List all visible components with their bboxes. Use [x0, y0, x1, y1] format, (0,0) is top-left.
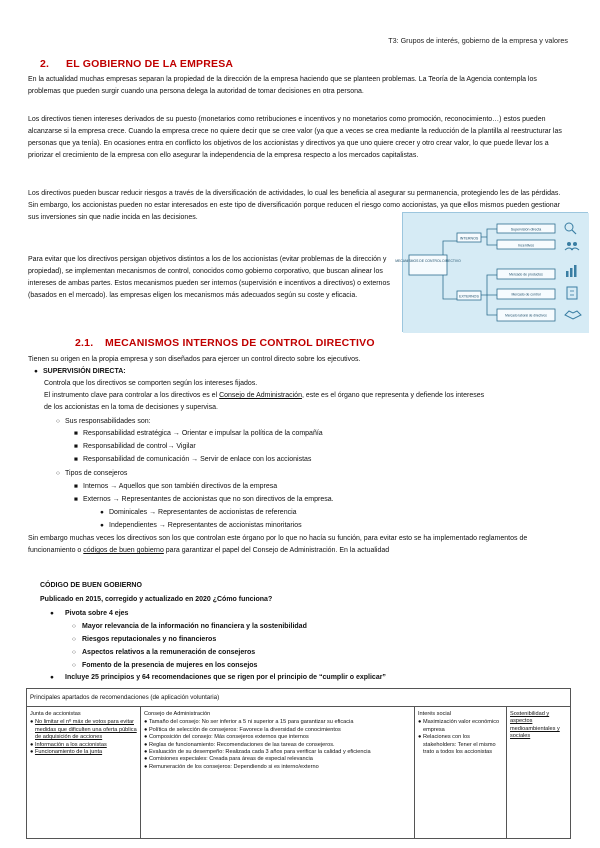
list-item — [72, 634, 216, 646]
table-item-text: Política de selección de consejeros: Favorece la diversidad de conocimientos — [148, 726, 341, 733]
responsabilities-title: Sus responsabilidades son: — [65, 418, 151, 425]
supervision-title: SUPERVISIÓN DIRECTA: — [43, 368, 126, 375]
table-item: ● Evaluación de su desempeño: Realizada cada 3 años para verificar la calidad y eficiencia — [144, 749, 371, 756]
running-header: T3: Grupos de interés, gobierno de la empresa y valores — [388, 36, 568, 45]
supervision-line-1: Controla que los directivos se comporten según los intereses fijados. — [44, 380, 258, 387]
tipos-title: Tipos de consejeros — [65, 470, 128, 477]
square-bullet-icon: ■ — [74, 456, 78, 463]
recommendations-table — [26, 688, 571, 839]
table-item-text: Relaciones con los stakeholders: Tener el mismo trato a todos los accionistas — [422, 734, 496, 756]
table-item: ● Composición del consejo: Más consejeros externos que internos — [144, 734, 309, 741]
table-column-sostenibilidad — [507, 707, 570, 838]
table-item: ● Comisiones especiales: Creada para áreas de especial relevancia — [144, 756, 313, 763]
subsection-number: 2.1. — [75, 337, 94, 349]
table-item-text: Funcionamiento de la junta — [34, 749, 103, 756]
column-title: Sostenibilidad y aspectos medioambientales y sociales — [510, 711, 560, 740]
table-column-consejo — [141, 707, 415, 838]
bullet-icon: ● — [34, 368, 38, 375]
diagram-ext-item-label: Mercado laboral de directivos — [505, 313, 547, 318]
list-item — [50, 608, 128, 620]
paragraph-buen-gobierno — [28, 533, 570, 557]
supervision-line-3: de los accionistas en la toma de decisiones y supervisa. — [44, 404, 218, 411]
square-bullet-icon: ■ — [74, 483, 78, 490]
table-item-text: Composición del consejo: Más consejeros externos que internos — [148, 734, 309, 741]
supervision-text: , este es el órgano que representa y defiende los intereses — [301, 392, 485, 399]
responsibility-item: Responsabilidad de control→ Vigilar — [83, 443, 196, 450]
column-title: Consejo de Administración — [144, 711, 211, 717]
subsection-heading — [75, 337, 375, 349]
circle-bullet-icon: ○ — [72, 623, 76, 630]
bullet-icon: ● — [50, 610, 54, 617]
incluye-text: Incluye 25 principios y 64 recomendaciones que se rigen por el principio de “cumplir o explicar” — [65, 674, 386, 681]
codigo-title: CÓDIGO DE BUEN GOBIERNO — [40, 582, 142, 589]
table-item: ● Remuneración de los consejeros: Dependiendo si es interno/externo — [144, 763, 319, 770]
paragraph-interests: Los directivos tienen intereses derivados de su puesto (monetarios como retribuciones e incentivos y no monetarios como promoción, reconocimiento…) estos pueden alcanzarse si la empresa crece. Cuando la empresa crece no quiere decir que se cree valor (ya que a veces se crea mediante la reducción de la plantilla al reestructurar las personas que ya tenía). En ocasiones entra en conflicto los objetivos de los accionistas y directivos ya que uno quiere crecer y otro crear valor, lo que puede llevar los a priorizar el crecimiento de la empresa con ello asegurar la independencia de la empresa respecto a los mercados capitalistas. — [28, 116, 562, 160]
list-item — [72, 647, 255, 659]
diagram-internos-label: INTERNOS — [459, 236, 479, 241]
circle-bullet-icon: ○ — [72, 649, 76, 656]
list-item — [72, 621, 307, 633]
table-item-text: Información a los accionistas — [34, 741, 107, 748]
paragraph-control: Para evitar que los directivos persigan objetivos distintos a los de los accionistas (evitar problemas de la dirección y propiedad), se implementan mecanismos de control, conocidos como gobierno corporativo, que buscan alinear los intereses de ambas partes. Estos mecanismos pueden ser internos (supervisión e incentivos a directivos) o externos (basados en el mercado). las empresas eligen los mecanismos más adecuados según su coste y eficacia. — [28, 256, 390, 300]
consejo-link: Consejo de Administración — [219, 392, 302, 399]
pivota-text: Pivota sobre 4 ejes — [65, 610, 129, 617]
tipo-item: Externos → Representantes de accionistas que no son directivos de la empresa. — [83, 496, 334, 503]
codigos-link: códigos de buen gobierno — [83, 547, 164, 555]
table-item-text: Tamaño del consejo: No ser inferior a 5 ni superior a 15 para garantizar su eficacia — [148, 719, 354, 726]
bullet-icon: ● — [100, 509, 104, 516]
section-heading — [40, 58, 233, 70]
table-item: ● Maximización valor económico empresa — [418, 719, 500, 733]
table-item: ● No limitar el nº máx de votos para evitar medidas que dificulten una oferta pública de adquisición de acciones — [30, 719, 137, 741]
diagram-externos-label: EXTERNOS — [459, 294, 479, 299]
table-item-text: Maximización valor económico empresa — [422, 719, 500, 733]
circle-bullet-icon: ○ — [72, 662, 76, 669]
table-item-text: Remuneración de los consejeros: Dependiendo si es interno/externo — [148, 763, 319, 770]
table-item: ● Funcionamiento de la junta — [30, 749, 103, 756]
subsection-title: MECANISMOS INTERNOS DE CONTROL DIRECTIVO — [105, 337, 375, 349]
list-item — [74, 481, 277, 493]
table-item: ● Política de selección de consejeros: Favorece la diversidad de conocimientos — [144, 726, 341, 733]
table-item-text: Reglas de funcionamiento: Recomendaciones de las tareas de consejeros. — [148, 741, 335, 748]
column-title: Interés social — [418, 711, 451, 717]
diagram-ext-item-label: Mercado de control — [511, 292, 541, 297]
list-item — [74, 454, 311, 466]
list-item — [74, 494, 334, 506]
diagram-int-item-label: Supervisión directa — [510, 227, 542, 232]
section-number: 2. — [40, 58, 50, 70]
eje-item: Aspectos relativos a la remuneración de consejeros — [82, 649, 256, 656]
circle-bullet-icon: ○ — [56, 470, 60, 477]
eje-item: Riesgos reputacionales y no financieros — [82, 636, 217, 643]
paragraph-diversification: Los directivos pueden buscar reducir riesgos a través de la diversificación de actividades, lo cual les beneficia al asegurar su permanencia, protegiendo les de las pérdidas. Sin embargo, los accionistas pueden no estar interesados en este tipo de diversificación porque reducen el riesgo como accionistas, ya que ellos mismos pueden gestionar sus inversiones sin que nadie incida en las decisiones. — [28, 190, 561, 222]
list-item — [56, 468, 127, 480]
diagram-ext-item-label: Mercado de productos — [509, 272, 543, 277]
table-item: ● Información a los accionistas — [30, 741, 107, 748]
paragraph-agency: En la actualidad muchas empresas separan la propiedad de la dirección de la empresa haciendo que se planteen problemas. La Teoría de la Agencia contempla los problemas que pueden surgir cuando una persona delega la autoridad de tomar decisiones en otra persona. — [28, 76, 537, 96]
list-item — [50, 672, 386, 684]
table-header: Principales apartados de recomendaciones (de aplicación voluntaria) — [27, 689, 570, 707]
square-bullet-icon: ■ — [74, 443, 78, 450]
subtipo-item: Independientes → Representantes de accionistas minoritarios — [109, 522, 302, 529]
diagram-int-item-label: Incentivos — [517, 243, 535, 248]
list-item — [74, 441, 196, 453]
table-column-interes-social — [415, 707, 507, 838]
table-item: ● Tamaño del consejo: No ser inferior a 5 ni superior a 15 para garantizar su eficacia — [144, 719, 354, 726]
paragraph-text: para garantizar el papel del Consejo de Administración. En la actualidad — [163, 547, 390, 555]
table-item: ● Relaciones con los stakeholders: Tener el mismo trato a todos los accionistas — [418, 734, 496, 756]
table-item: ● Reglas de funcionamiento: Recomendaciones de las tareas de consejeros. — [144, 741, 335, 748]
table-column-junta — [27, 707, 141, 838]
paragraph-text: Sin embargo muchas veces los directivos son los que controlan este órgano por lo que no hacía su función, para evitar esto se ha implementado reglamentos de funcionamiento o — [28, 535, 528, 555]
supervision-line-2 — [44, 390, 484, 402]
diagram-center-box — [409, 255, 447, 275]
responsibility-item: Responsabilidad de comunicación → Servir de enlace con los accionistas — [83, 456, 312, 463]
circle-bullet-icon: ○ — [72, 636, 76, 643]
codigo-published: Publicado en 2015, corregido y actualizado en 2020 ¿Cómo funciona? — [40, 596, 273, 603]
square-bullet-icon: ■ — [74, 430, 78, 437]
square-bullet-icon: ■ — [74, 496, 78, 503]
circle-bullet-icon: ○ — [56, 418, 60, 425]
responsibility-item: Responsabilidad estratégica → Orientar e impulsar la política de la compañía — [83, 430, 323, 437]
column-title: Junta de accionistas — [30, 711, 81, 717]
subtipo-item: Dominicales → Representantes de accionistas de referencia — [109, 509, 297, 516]
table-item-text: No limitar el nº máx de votos para evitar medidas que dificulten una oferta pública de adquisición de acciones — [34, 719, 137, 741]
list-item — [34, 366, 126, 378]
eje-item: Fomento de la presencia de mujeres en los consejos — [82, 662, 258, 669]
list-item — [100, 520, 302, 532]
supervision-text: El instrumento clave para controlar a los directivos es el — [44, 392, 220, 399]
list-item — [56, 416, 151, 428]
tipo-item: Internos → Aquellos que son también directivos de la empresa — [83, 483, 278, 490]
bullet-icon: ● — [100, 522, 104, 529]
subsection-intro: Tienen su origen en la propia empresa y son diseñados para ejercer un control directo sobre los ejecutivos. — [28, 356, 361, 363]
bullet-icon: ● — [50, 674, 54, 681]
table-item-text: Evaluación de su desempeño: Realizada cada 3 años para verificar la calidad y eficiencia — [148, 749, 371, 756]
diagram-center-label: MECANISMOS DE CONTROL DIRECTIVO — [395, 259, 461, 263]
list-item — [100, 507, 297, 519]
eje-item: Mayor relevancia de la información no financiera y la sostenibilidad — [82, 623, 307, 630]
table-item-text: Comisiones especiales: Creada para áreas de especial relevancia — [148, 756, 313, 763]
list-item — [74, 428, 323, 440]
section-title: EL GOBIERNO DE LA EMPRESA — [66, 58, 234, 70]
list-item — [72, 660, 257, 672]
control-mechanisms-diagram — [395, 212, 588, 332]
